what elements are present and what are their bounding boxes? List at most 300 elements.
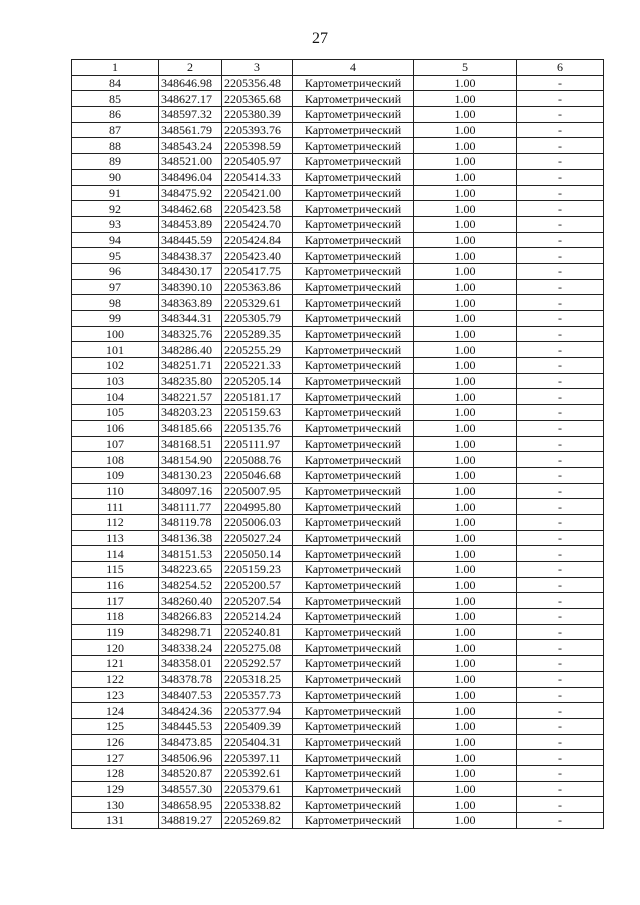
point-number-cell: 95 (72, 248, 159, 264)
x-coordinate-cell: 348597.32 (159, 107, 222, 123)
x-coordinate-cell: 348473.85 (159, 734, 222, 750)
y-coordinate-cell: 2205269.82 (222, 813, 293, 829)
accuracy-cell: 1.00 (414, 122, 517, 138)
x-coordinate-cell: 348475.92 (159, 185, 222, 201)
y-coordinate-cell: 2205393.76 (222, 122, 293, 138)
accuracy-cell: 1.00 (414, 389, 517, 405)
method-cell: Картометрический (293, 499, 414, 515)
table-row (72, 718, 604, 734)
description-cell: - (517, 483, 604, 499)
accuracy-cell: 1.00 (414, 263, 517, 279)
y-coordinate-cell: 2205088.76 (222, 452, 293, 468)
x-coordinate-cell: 348298.71 (159, 624, 222, 640)
point-number-cell: 131 (72, 813, 159, 829)
point-number-cell: 100 (72, 326, 159, 342)
y-coordinate-cell: 2205404.31 (222, 734, 293, 750)
y-coordinate-cell: 2205159.63 (222, 405, 293, 421)
description-cell: - (517, 467, 604, 483)
column-header-6: 6 (517, 60, 604, 76)
column-header-5: 5 (414, 60, 517, 76)
accuracy-cell: 1.00 (414, 514, 517, 530)
description-cell: - (517, 609, 604, 625)
y-coordinate-cell: 2205423.58 (222, 201, 293, 217)
description-cell: - (517, 671, 604, 687)
description-cell: - (517, 358, 604, 374)
accuracy-cell: 1.00 (414, 405, 517, 421)
y-coordinate-cell: 2205205.14 (222, 373, 293, 389)
x-coordinate-cell: 348221.57 (159, 389, 222, 405)
accuracy-cell: 1.00 (414, 718, 517, 734)
method-cell: Картометрический (293, 232, 414, 248)
point-number-cell: 94 (72, 232, 159, 248)
accuracy-cell: 1.00 (414, 248, 517, 264)
accuracy-cell: 1.00 (414, 656, 517, 672)
accuracy-cell: 1.00 (414, 326, 517, 342)
y-coordinate-cell: 2205255.29 (222, 342, 293, 358)
description-cell: - (517, 201, 604, 217)
point-number-cell: 129 (72, 781, 159, 797)
accuracy-cell: 1.00 (414, 279, 517, 295)
x-coordinate-cell: 348097.16 (159, 483, 222, 499)
y-coordinate-cell: 2205421.00 (222, 185, 293, 201)
table-row (72, 530, 604, 546)
table-row (72, 499, 604, 515)
description-cell: - (517, 138, 604, 154)
method-cell: Картометрический (293, 358, 414, 374)
table-row (72, 358, 604, 374)
method-cell: Картометрический (293, 797, 414, 813)
table-row (72, 546, 604, 562)
accuracy-cell: 1.00 (414, 452, 517, 468)
table-row (72, 389, 604, 405)
method-cell: Картометрический (293, 671, 414, 687)
description-cell: - (517, 734, 604, 750)
description-cell: - (517, 499, 604, 515)
x-coordinate-cell: 348438.37 (159, 248, 222, 264)
accuracy-cell: 1.00 (414, 138, 517, 154)
point-number-cell: 98 (72, 295, 159, 311)
x-coordinate-cell: 348407.53 (159, 687, 222, 703)
point-number-cell: 107 (72, 436, 159, 452)
x-coordinate-cell: 348338.24 (159, 640, 222, 656)
table-row (72, 577, 604, 593)
method-cell: Картометрический (293, 295, 414, 311)
point-number-cell: 118 (72, 609, 159, 625)
description-cell: - (517, 656, 604, 672)
description-cell: - (517, 122, 604, 138)
table-row (72, 75, 604, 91)
point-number-cell: 91 (72, 185, 159, 201)
x-coordinate-cell: 348557.30 (159, 781, 222, 797)
x-coordinate-cell: 348521.00 (159, 154, 222, 170)
table-header-row (72, 60, 604, 76)
method-cell: Картометрический (293, 420, 414, 436)
table-row (72, 609, 604, 625)
accuracy-cell: 1.00 (414, 185, 517, 201)
accuracy-cell: 1.00 (414, 91, 517, 107)
point-number-cell: 119 (72, 624, 159, 640)
coordinates-table (71, 59, 604, 829)
method-cell: Картометрический (293, 765, 414, 781)
accuracy-cell: 1.00 (414, 154, 517, 170)
method-cell: Картометрический (293, 138, 414, 154)
method-cell: Картометрический (293, 703, 414, 719)
point-number-cell: 102 (72, 358, 159, 374)
description-cell: - (517, 75, 604, 91)
table-row (72, 687, 604, 703)
table-row (72, 671, 604, 687)
y-coordinate-cell: 2205214.24 (222, 609, 293, 625)
table-row (72, 248, 604, 264)
table-row (72, 326, 604, 342)
accuracy-cell: 1.00 (414, 342, 517, 358)
table-row (72, 373, 604, 389)
method-cell: Картометрический (293, 216, 414, 232)
description-cell: - (517, 624, 604, 640)
method-cell: Картометрический (293, 656, 414, 672)
table-row (72, 624, 604, 640)
point-number-cell: 126 (72, 734, 159, 750)
description-cell: - (517, 263, 604, 279)
point-number-cell: 106 (72, 420, 159, 436)
table-row (72, 514, 604, 530)
y-coordinate-cell: 2205417.75 (222, 263, 293, 279)
point-number-cell: 116 (72, 577, 159, 593)
accuracy-cell: 1.00 (414, 671, 517, 687)
description-cell: - (517, 718, 604, 734)
method-cell: Картометрический (293, 107, 414, 123)
accuracy-cell: 1.00 (414, 750, 517, 766)
y-coordinate-cell: 2205405.97 (222, 154, 293, 170)
point-number-cell: 125 (72, 718, 159, 734)
y-coordinate-cell: 2205424.70 (222, 216, 293, 232)
method-cell: Картометрический (293, 467, 414, 483)
description-cell: - (517, 562, 604, 578)
description-cell: - (517, 813, 604, 829)
y-coordinate-cell: 2205380.39 (222, 107, 293, 123)
description-cell: - (517, 577, 604, 593)
point-number-cell: 89 (72, 154, 159, 170)
y-coordinate-cell: 2205135.76 (222, 420, 293, 436)
point-number-cell: 123 (72, 687, 159, 703)
accuracy-cell: 1.00 (414, 201, 517, 217)
point-number-cell: 115 (72, 562, 159, 578)
x-coordinate-cell: 348561.79 (159, 122, 222, 138)
point-number-cell: 84 (72, 75, 159, 91)
column-header-2: 2 (159, 60, 222, 76)
accuracy-cell: 1.00 (414, 640, 517, 656)
y-coordinate-cell: 2205159.23 (222, 562, 293, 578)
accuracy-cell: 1.00 (414, 797, 517, 813)
accuracy-cell: 1.00 (414, 687, 517, 703)
x-coordinate-cell: 348203.23 (159, 405, 222, 421)
accuracy-cell: 1.00 (414, 295, 517, 311)
x-coordinate-cell: 348378.78 (159, 671, 222, 687)
method-cell: Картометрический (293, 248, 414, 264)
table-row (72, 201, 604, 217)
accuracy-cell: 1.00 (414, 813, 517, 829)
y-coordinate-cell: 2205414.33 (222, 169, 293, 185)
accuracy-cell: 1.00 (414, 483, 517, 499)
accuracy-cell: 1.00 (414, 624, 517, 640)
x-coordinate-cell: 348119.78 (159, 514, 222, 530)
method-cell: Картометрический (293, 813, 414, 829)
method-cell: Картометрический (293, 718, 414, 734)
y-coordinate-cell: 2205424.84 (222, 232, 293, 248)
table-row (72, 342, 604, 358)
description-cell: - (517, 765, 604, 781)
y-coordinate-cell: 2205318.25 (222, 671, 293, 687)
y-coordinate-cell: 2205275.08 (222, 640, 293, 656)
y-coordinate-cell: 2205398.59 (222, 138, 293, 154)
x-coordinate-cell: 348254.52 (159, 577, 222, 593)
x-coordinate-cell: 348453.89 (159, 216, 222, 232)
x-coordinate-cell: 348445.59 (159, 232, 222, 248)
method-cell: Картометрический (293, 185, 414, 201)
table-row (72, 452, 604, 468)
y-coordinate-cell: 2205292.57 (222, 656, 293, 672)
accuracy-cell: 1.00 (414, 734, 517, 750)
point-number-cell: 110 (72, 483, 159, 499)
y-coordinate-cell: 2205365.68 (222, 91, 293, 107)
x-coordinate-cell: 348286.40 (159, 342, 222, 358)
point-number-cell: 128 (72, 765, 159, 781)
method-cell: Картометрический (293, 562, 414, 578)
point-number-cell: 114 (72, 546, 159, 562)
description-cell: - (517, 750, 604, 766)
y-coordinate-cell: 2205305.79 (222, 311, 293, 327)
y-coordinate-cell: 2205006.03 (222, 514, 293, 530)
y-coordinate-cell: 2205357.73 (222, 687, 293, 703)
accuracy-cell: 1.00 (414, 781, 517, 797)
table-row (72, 765, 604, 781)
point-number-cell: 103 (72, 373, 159, 389)
method-cell: Картометрический (293, 624, 414, 640)
method-cell: Картометрический (293, 154, 414, 170)
accuracy-cell: 1.00 (414, 75, 517, 91)
table-row (72, 734, 604, 750)
x-coordinate-cell: 348506.96 (159, 750, 222, 766)
method-cell: Картометрический (293, 750, 414, 766)
description-cell: - (517, 389, 604, 405)
accuracy-cell: 1.00 (414, 593, 517, 609)
description-cell: - (517, 279, 604, 295)
y-coordinate-cell: 2204995.80 (222, 499, 293, 515)
description-cell: - (517, 687, 604, 703)
table-row (72, 750, 604, 766)
x-coordinate-cell: 348358.01 (159, 656, 222, 672)
table-row (72, 263, 604, 279)
x-coordinate-cell: 348496.04 (159, 169, 222, 185)
method-cell: Картометрический (293, 263, 414, 279)
accuracy-cell: 1.00 (414, 765, 517, 781)
table-row (72, 216, 604, 232)
table-row (72, 436, 604, 452)
accuracy-cell: 1.00 (414, 436, 517, 452)
description-cell: - (517, 107, 604, 123)
x-coordinate-cell: 348185.66 (159, 420, 222, 436)
point-number-cell: 85 (72, 91, 159, 107)
point-number-cell: 97 (72, 279, 159, 295)
point-number-cell: 86 (72, 107, 159, 123)
description-cell: - (517, 452, 604, 468)
method-cell: Картометрический (293, 326, 414, 342)
table-body (72, 75, 604, 828)
method-cell: Картометрический (293, 201, 414, 217)
accuracy-cell: 1.00 (414, 358, 517, 374)
point-number-cell: 117 (72, 593, 159, 609)
method-cell: Картометрический (293, 311, 414, 327)
method-cell: Картометрический (293, 75, 414, 91)
y-coordinate-cell: 2205338.82 (222, 797, 293, 813)
point-number-cell: 111 (72, 499, 159, 515)
y-coordinate-cell: 2205046.68 (222, 467, 293, 483)
description-cell: - (517, 311, 604, 327)
x-coordinate-cell: 348154.90 (159, 452, 222, 468)
x-coordinate-cell: 348430.17 (159, 263, 222, 279)
column-header-3: 3 (222, 60, 293, 76)
x-coordinate-cell: 348658.95 (159, 797, 222, 813)
accuracy-cell: 1.00 (414, 216, 517, 232)
y-coordinate-cell: 2205397.11 (222, 750, 293, 766)
point-number-cell: 88 (72, 138, 159, 154)
method-cell: Картометрический (293, 279, 414, 295)
accuracy-cell: 1.00 (414, 530, 517, 546)
description-cell: - (517, 514, 604, 530)
point-number-cell: 104 (72, 389, 159, 405)
table-row (72, 640, 604, 656)
x-coordinate-cell: 348151.53 (159, 546, 222, 562)
y-coordinate-cell: 2205027.24 (222, 530, 293, 546)
method-cell: Картометрический (293, 483, 414, 499)
y-coordinate-cell: 2205207.54 (222, 593, 293, 609)
point-number-cell: 96 (72, 263, 159, 279)
point-number-cell: 93 (72, 216, 159, 232)
table-row (72, 656, 604, 672)
point-number-cell: 120 (72, 640, 159, 656)
description-cell: - (517, 232, 604, 248)
accuracy-cell: 1.00 (414, 373, 517, 389)
point-number-cell: 92 (72, 201, 159, 217)
method-cell: Картометрический (293, 91, 414, 107)
accuracy-cell: 1.00 (414, 546, 517, 562)
point-number-cell: 122 (72, 671, 159, 687)
method-cell: Картометрический (293, 577, 414, 593)
method-cell: Картометрический (293, 373, 414, 389)
method-cell: Картометрический (293, 169, 414, 185)
table-row (72, 295, 604, 311)
x-coordinate-cell: 348344.31 (159, 311, 222, 327)
x-coordinate-cell: 348260.40 (159, 593, 222, 609)
table-row (72, 91, 604, 107)
point-number-cell: 90 (72, 169, 159, 185)
x-coordinate-cell: 348646.98 (159, 75, 222, 91)
y-coordinate-cell: 2205200.57 (222, 577, 293, 593)
table-row (72, 107, 604, 123)
table-row (72, 405, 604, 421)
description-cell: - (517, 154, 604, 170)
method-cell: Картометрический (293, 514, 414, 530)
table-row (72, 185, 604, 201)
x-coordinate-cell: 348168.51 (159, 436, 222, 452)
description-cell: - (517, 797, 604, 813)
x-coordinate-cell: 348223.65 (159, 562, 222, 578)
method-cell: Картометрический (293, 342, 414, 358)
x-coordinate-cell: 348424.36 (159, 703, 222, 719)
column-header-1: 1 (72, 60, 159, 76)
description-cell: - (517, 436, 604, 452)
method-cell: Картометрический (293, 452, 414, 468)
point-number-cell: 127 (72, 750, 159, 766)
y-coordinate-cell: 2205050.14 (222, 546, 293, 562)
y-coordinate-cell: 2205240.81 (222, 624, 293, 640)
method-cell: Картометрический (293, 389, 414, 405)
description-cell: - (517, 169, 604, 185)
description-cell: - (517, 326, 604, 342)
description-cell: - (517, 405, 604, 421)
accuracy-cell: 1.00 (414, 420, 517, 436)
table-row (72, 703, 604, 719)
accuracy-cell: 1.00 (414, 499, 517, 515)
description-cell: - (517, 781, 604, 797)
x-coordinate-cell: 348111.77 (159, 499, 222, 515)
point-number-cell: 112 (72, 514, 159, 530)
x-coordinate-cell: 348445.53 (159, 718, 222, 734)
table-row (72, 154, 604, 170)
description-cell: - (517, 248, 604, 264)
description-cell: - (517, 420, 604, 436)
point-number-cell: 130 (72, 797, 159, 813)
method-cell: Картометрический (293, 436, 414, 452)
point-number-cell: 101 (72, 342, 159, 358)
table-row (72, 232, 604, 248)
x-coordinate-cell: 348363.89 (159, 295, 222, 311)
table-row (72, 279, 604, 295)
column-header-4: 4 (293, 60, 414, 76)
x-coordinate-cell: 348390.10 (159, 279, 222, 295)
point-number-cell: 105 (72, 405, 159, 421)
method-cell: Картометрический (293, 734, 414, 750)
description-cell: - (517, 295, 604, 311)
y-coordinate-cell: 2205329.61 (222, 295, 293, 311)
description-cell: - (517, 216, 604, 232)
y-coordinate-cell: 2205423.40 (222, 248, 293, 264)
method-cell: Картометрический (293, 546, 414, 562)
y-coordinate-cell: 2205111.97 (222, 436, 293, 452)
y-coordinate-cell: 2205377.94 (222, 703, 293, 719)
point-number-cell: 121 (72, 656, 159, 672)
x-coordinate-cell: 348136.38 (159, 530, 222, 546)
accuracy-cell: 1.00 (414, 169, 517, 185)
y-coordinate-cell: 2205379.61 (222, 781, 293, 797)
method-cell: Картометрический (293, 687, 414, 703)
accuracy-cell: 1.00 (414, 609, 517, 625)
x-coordinate-cell: 348130.23 (159, 467, 222, 483)
y-coordinate-cell: 2205289.35 (222, 326, 293, 342)
x-coordinate-cell: 348819.27 (159, 813, 222, 829)
table-row (72, 467, 604, 483)
table-row (72, 169, 604, 185)
accuracy-cell: 1.00 (414, 311, 517, 327)
description-cell: - (517, 530, 604, 546)
accuracy-cell: 1.00 (414, 107, 517, 123)
y-coordinate-cell: 2205392.61 (222, 765, 293, 781)
y-coordinate-cell: 2205221.33 (222, 358, 293, 374)
accuracy-cell: 1.00 (414, 467, 517, 483)
accuracy-cell: 1.00 (414, 577, 517, 593)
description-cell: - (517, 185, 604, 201)
point-number-cell: 108 (72, 452, 159, 468)
